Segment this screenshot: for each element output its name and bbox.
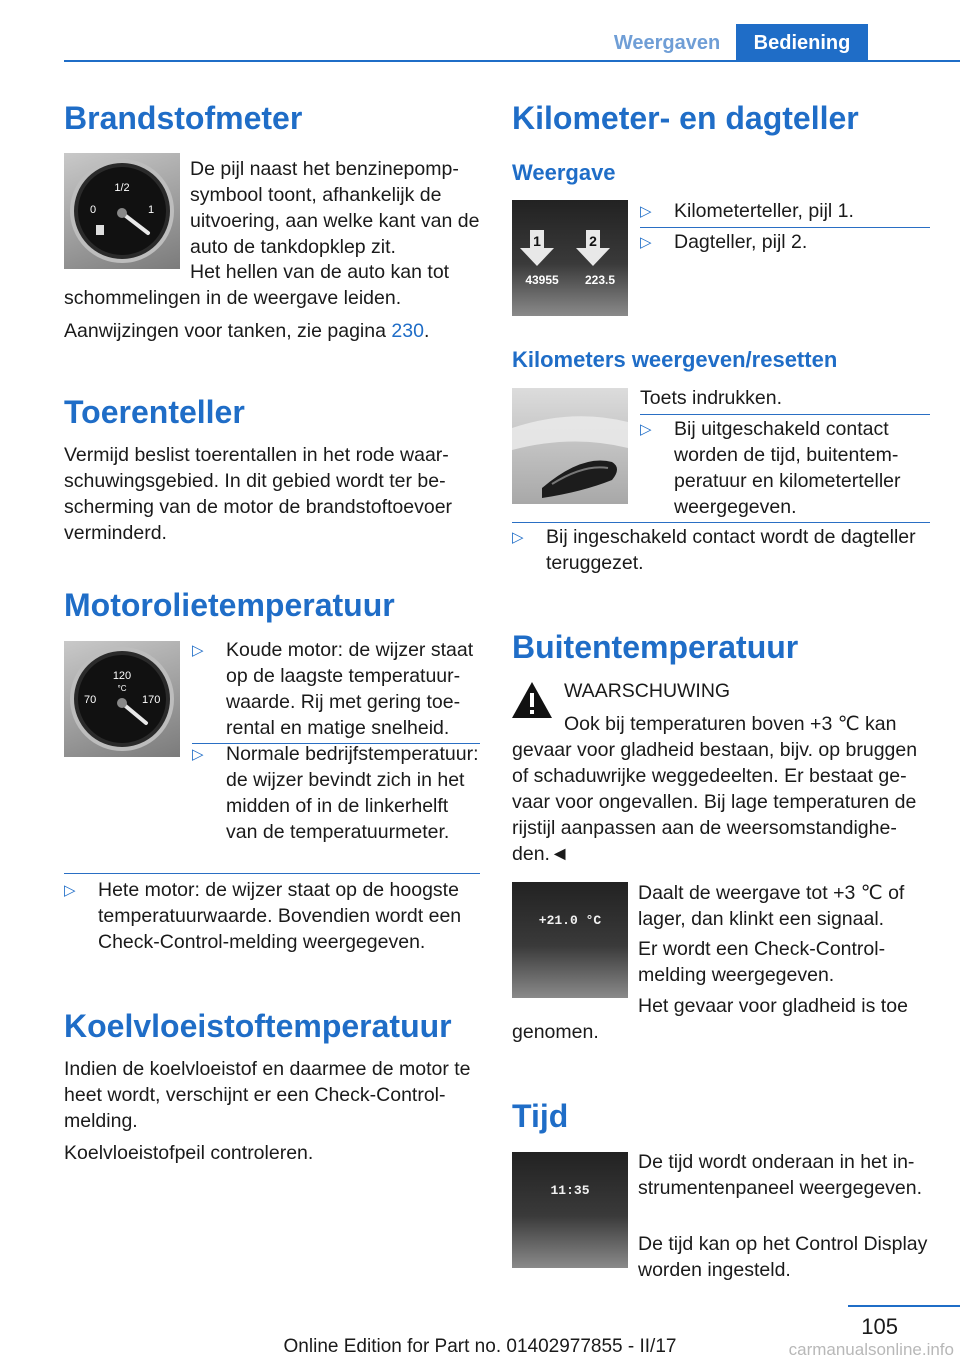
bullet-divider: [640, 227, 930, 228]
fuel-text-2b: schommelingen in de weergave leiden.: [64, 287, 402, 309]
odo-arrow-1-label: 1: [533, 233, 541, 249]
fuel-gauge-zero: 0: [90, 204, 97, 216]
bullet-triangle-icon: ▷: [64, 882, 76, 899]
odo-bullet-1: ▷ Kilometerteller, pijl 1.: [640, 198, 930, 224]
footer-rule: [848, 1305, 960, 1307]
fuel-text-1: De pijl naast het benzinepompsymbool toont, afhankelijk de uitvoering, aan welke kant van de auto de tankdopklep zit.: [190, 158, 480, 258]
bullet-triangle-icon: ▷: [640, 203, 652, 220]
oil-gauge-low: 70: [84, 694, 97, 706]
outside-text-2: Er wordt een Check-Control-melding weergegeven.: [638, 938, 886, 986]
odo-trip-value: 223.5: [584, 273, 616, 287]
fuel-gauge-half: 1/2: [114, 182, 130, 194]
clock-display-value: 11:35: [550, 1183, 590, 1198]
clock-display-image: [512, 1152, 628, 1268]
oil-title: Motorolietemperatuur: [64, 587, 395, 623]
coolant-title: Koelvloeistoftemperatuur: [64, 1008, 452, 1044]
warning-text-b: gevaar voor gladheid bestaan, bijv. op bruggen of schaduwrijke weggedeelten. Er bestaat gevaar voor ongevallen. Bij lage temperaturen de rijstijl aanpassen aan de weersomstandigheden.◄: [512, 739, 918, 865]
page-link-230[interactable]: 230: [391, 320, 424, 342]
warning-label: WAARSCHUWING: [564, 680, 731, 702]
bullet-triangle-icon: ▷: [512, 529, 524, 546]
bullet-triangle-icon: ▷: [640, 421, 652, 438]
odo-bullet-2: ▷ Dagteller, pijl 2.: [640, 229, 930, 255]
reset-text: Toets indrukken.: [640, 387, 782, 409]
header-rule: [64, 60, 960, 62]
oil-gauge-high: 170: [142, 694, 161, 706]
time-title: Tijd: [512, 1098, 569, 1134]
fuel-text-2a: Het hellen van de auto kan tot: [190, 261, 450, 283]
tab-bediening[interactable]: Bediening: [736, 24, 868, 62]
odo-subtitle: Weergave: [512, 160, 616, 185]
reset-title: Kilometers weergeven/resetten: [512, 347, 838, 372]
bullet-triangle-icon: ▷: [640, 234, 652, 251]
coolant-text-1: Indien de koelvloeistof en daarmee de motor te heet wordt, verschijnt er een Check-Control-melding.: [64, 1058, 471, 1132]
outside-temp-display-value: +21.0 °C: [538, 913, 602, 928]
coolant-text-2: Koelvloeistofpeil controleren.: [64, 1142, 314, 1164]
reset-bullet-1: ▷ Bij uitgeschakeld contact worden de tijd, buitentemperatuur en kilometerteller weergegeven.: [640, 418, 901, 518]
outside-text-3b: genomen.: [512, 1021, 599, 1043]
oil-gauge-mid: 120: [112, 670, 132, 682]
oil-gauge-image: [64, 641, 180, 757]
bullet-triangle-icon: ▷: [192, 642, 204, 659]
odo-km-value: 43955: [525, 273, 559, 287]
outside-temp-display-image: [512, 882, 628, 998]
rpm-title: Toerenteller: [64, 394, 245, 430]
oil-bullet-1: ▷ Koude motor: de wijzer staat op de laagste temperatuurwaarde. Rij met gering toerental en matige snelheid.: [192, 639, 474, 739]
warning-triangle-icon: [510, 680, 554, 720]
fuel-gauge-one: 1: [148, 204, 155, 216]
oil-bullet-3: ▷ Hete motor: de wijzer staat op de hoogste temperatuurwaarde. Bovendien wordt een Check-Control-melding weergegeven.: [64, 879, 462, 953]
time-text-2: De tijd kan op het Control Display worden ingesteld.: [638, 1233, 928, 1281]
bullet-triangle-icon: ▷: [192, 746, 204, 763]
fuel-gauge-image: [64, 153, 180, 269]
odo-arrow-2-label: 2: [589, 233, 597, 249]
outside-text-3a: Het gevaar voor gladheid is toe: [638, 995, 908, 1017]
reset-button-image: [512, 388, 628, 504]
warning-text-a: Ook bij temperaturen boven +3 ℃ kan: [564, 713, 897, 735]
edition-footer: Online Edition for Part no. 01402977855 - II/17: [283, 1336, 677, 1357]
outside-temp-title: Buitentemperatuur: [512, 629, 799, 665]
time-text-1: De tijd wordt onderaan in het instrumentenpaneel weergegeven.: [638, 1151, 923, 1199]
fuel-text-3: Aanwijzingen voor tanken, zie pagina 230.: [64, 320, 430, 342]
bullet-divider: [512, 522, 930, 523]
oil-gauge-unit: °C: [117, 684, 127, 693]
oil-bullet-2: ▷ Normale bedrijfstemperatuur: de wijzer bevindt zich in het midden of in de linkerhelft van de temperatuurmeter.: [192, 743, 479, 843]
watermark: carmanualsonline.info: [788, 1340, 954, 1359]
bullet-divider: [64, 873, 480, 874]
odo-title: Kilometer- en dagteller: [512, 100, 859, 136]
bullet-divider: [640, 414, 930, 415]
tab-weergaven[interactable]: Weergaven: [598, 24, 736, 62]
outside-text-1: Daalt de weergave tot +3 ℃ of lager, dan klinkt een signaal.: [638, 882, 905, 930]
rpm-text: Vermijd beslist toerentallen in het rode waarschuwingsgebied. In dit gebied wordt ter bescherming van de motor de brandstoftoevoer verminderd.: [64, 444, 453, 544]
fuel-title: Brandstofmeter: [64, 100, 303, 136]
odometer-display-image: [512, 200, 628, 316]
page-number: 105: [861, 1314, 898, 1339]
reset-bullet-2: ▷ Bij ingeschakeld contact wordt de dagteller teruggezet.: [512, 526, 916, 574]
